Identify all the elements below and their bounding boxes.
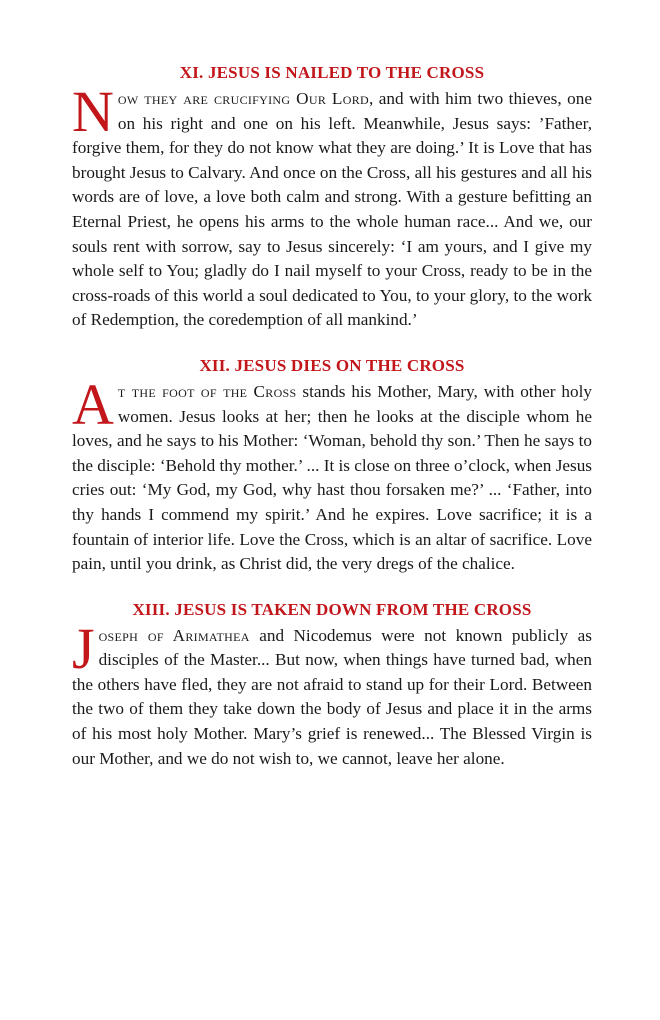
paragraph-body: and Nicodemus were not known publicly as disciples of the Master... But now, when things have turned bad, when the others have fled, they are not afraid to stand up for their Lord. Between the two of them they take down the body of Jesus and place it in the arms of his most holy Mother. Mary’s grief is renewed... The Blessed Virgin is our Mother, and we do not wish to, we cannot, leave her alone. — [72, 625, 592, 768]
drop-cap: J — [72, 615, 95, 681]
lead-in: oseph of Arimathea — [98, 625, 250, 645]
station-xiii — [72, 599, 592, 772]
station-text — [72, 615, 592, 772]
station-text — [72, 79, 592, 333]
station-xi — [72, 62, 592, 333]
drop-cap: A — [72, 371, 114, 437]
paragraph-body: , and with him two thieves, one on his right and one on his left. Meanwhile, Jesus says: ’Father, forgive them, for they do not know what they are doing.’ It is Love that has brought Jesus to Calvary. And once on the Cross, all his gestures and all his words are of love, a love both calm and strong. With a gesture befitting an Eternal Priest, he opens his arms to the whole human race... And we, our souls rent with sorrow, say to Jesus sincerely: ‘I am yours, and I give my whole self to You; gladly do I nail myself to your Cross, ready to be in the cross-roads of this world a soul dedicated to You, to your glory, to the work of Redemption, the coredemption of all mankind.’ — [72, 89, 592, 330]
station-xii — [72, 355, 592, 577]
paragraph-body: stands his Mother, Mary, with other holy women. Jesus looks at her; then he looks at the disciple whom he loves, and he says to his Mother: ‘Woman, behold thy son.’ Then he says to the disciple: ‘Behold thy mother.’ ... It is close on three o’clock, when Jesus cries out: ‘My God, my God, why hast thou forsaken me?’ ... ‘Father, into thy hands I commend my spirit.’ And he expires. Love sacrifice; it is a fountain of interior life. Love the Cross, which is an altar of sacrifice. Love pain, until you drink, as Christ did, the very dregs of the chalice. — [72, 381, 592, 574]
station-text — [72, 371, 592, 577]
lead-in: t the foot of the Cross — [117, 381, 297, 401]
drop-cap: N — [72, 79, 114, 144]
station-heading: XII. JESUS DIES ON THE CROSS — [199, 355, 465, 375]
station-heading: XI. JESUS IS NAILED TO THE CROSS — [179, 63, 485, 82]
lead-in: ow they are crucifying Our Lord — [117, 89, 369, 108]
station-heading: XIII. JESUS IS TAKEN DOWN FROM THE CROSS — [132, 599, 532, 619]
